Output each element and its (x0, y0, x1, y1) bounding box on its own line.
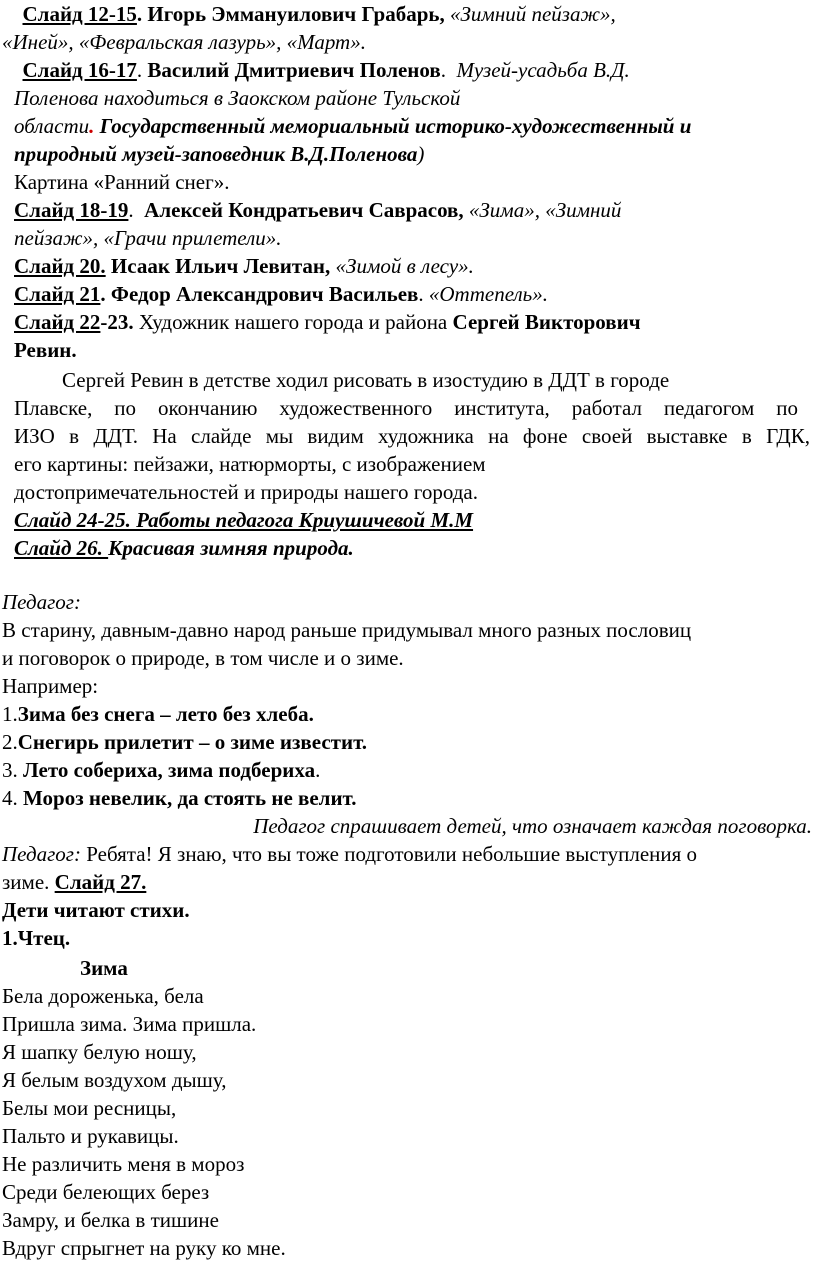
revin-paragraph-line: Плавске, по окончанию художественного института, работал педагогом по (14, 396, 798, 420)
slide-20-line: Слайд 20. Исаак Ильич Левитан, «Зимой в лесу». (14, 254, 474, 278)
pedagog-label: Педагог: (2, 590, 81, 614)
slide-21-number: Слайд 21 (14, 282, 101, 306)
proverb-item: 4. Мороз невелик, да стоять не велит. (2, 786, 357, 810)
slide-16-number: Слайд 16-17 (22, 58, 137, 82)
pedagog-label: Педагог: (2, 842, 81, 866)
revin-paragraph-line: Сергей Ревин в детстве ходил рисовать в изостудию в ДДТ в городе (62, 368, 670, 392)
poem-title: Зима (80, 956, 128, 980)
reader-label: 1.Чтец. (2, 926, 71, 950)
slide-16-museum-line3: области. Государственный мемориальный историко-художественный и (14, 114, 692, 138)
slide-16-artist: Василий Дмитриевич Поленов (147, 58, 441, 82)
revin-paragraph-line: достопримечательностей и природы нашего города. (14, 480, 478, 504)
slide-16-painting: Картина «Ранний снег». (14, 170, 230, 194)
slide-22-number: Слайд 22 (14, 310, 101, 334)
poem-line: Белы мои ресницы, (2, 1096, 177, 1120)
slide-18-works-cont: пейзаж», «Грачи прилетели». (14, 226, 282, 250)
slide-18-number: Слайд 18-19 (14, 198, 129, 222)
slide-18-artist: Алексей Кондратьевич Саврасов, (144, 198, 464, 222)
slide-22-artist: Сергей Викторович (452, 310, 641, 334)
pedagog-line-2-cont: зиме. Слайд 27. (2, 870, 147, 894)
slide-12-artist: Игорь Эммануилович Грабарь, (147, 2, 445, 26)
slide-20-artist: Исаак Ильич Левитан, (110, 254, 331, 278)
slide-12-works: «Зимний пейзаж», (450, 2, 616, 26)
slide-16-museum-cont: Поленова находиться в Заокском районе Тульской (14, 86, 461, 110)
slide-24-line: Слайд 24-25. Работы педагога Криушичевой М.М (14, 508, 474, 532)
slide-18-line: Слайд 18-19. Алексей Кондратьевич Саврасов, «Зима», «Зимний (14, 198, 622, 222)
slide-21-line: Слайд 21. Федор Александрович Васильев. «Оттепель». (14, 282, 548, 306)
poem-line: Замру, и белка в тишине (2, 1208, 219, 1232)
slide-12-line: Слайд 12-15. Игорь Эммануилович Грабарь, «Зимний пейзаж», (22, 2, 616, 26)
slide-12-works-cont: «Иней», «Февральская лазурь», «Март». (2, 30, 366, 54)
poem-line: Пальто и рукавицы. (2, 1124, 179, 1148)
poem-line: Я белым воздухом дышу, (2, 1068, 227, 1092)
poem-line: Вдруг спрыгнет на руку ко мне. (2, 1236, 286, 1260)
pedagog-text: и поговорок о природе, в том числе и о зиме. (2, 646, 404, 670)
proverb-item: 2.Снегирь прилетит – о зиме известит. (2, 730, 368, 754)
revin-paragraph-line: его картины: пейзажи, натюрморты, с изображением (14, 452, 486, 476)
slide-16-museum-line4: природный музей-заповедник В.Д.Поленова) (14, 142, 425, 166)
poem-line: Пришла зима. Зима пришла. (2, 1012, 257, 1036)
poem-line: Среди белеющих берез (2, 1180, 210, 1204)
slide-26-line: Слайд 26. Красивая зимняя природа. (14, 536, 354, 560)
poem-line: Не различить меня в мороз (2, 1152, 245, 1176)
poem-line: Бела дороженька, бела (2, 984, 204, 1008)
museum-name: Государственный мемориальный историко-художественный и (99, 114, 692, 138)
slide-16-museum: Музей-усадьба В.Д. (456, 58, 630, 82)
slide-21-artist: Федор Александрович Васильев (110, 282, 419, 306)
revin-paragraph-line: ИЗО в ДДТ. На слайде мы видим художника на фоне своей выставке в ГДК, (14, 424, 810, 448)
example-label: Например: (2, 674, 99, 698)
proverb-item: 3. Лето собериха, зима подбериха. (2, 758, 321, 782)
slide-22-line: Слайд 22-23. Художник нашего города и района Сергей Викторович (14, 310, 641, 334)
pedagog-text: В старину, давным-давно народ раньше придумывал много разных пословиц (2, 618, 692, 642)
proverb-item: 1.Зима без снега – лето без хлеба. (2, 702, 314, 726)
pedagog-line-2: Педагог: Ребята! Я знаю, что вы тоже подготовили небольшие выступления о (2, 842, 698, 866)
slide-27-number: Слайд 27. (54, 870, 147, 894)
slide-20-number: Слайд 20. (14, 254, 106, 278)
slide-12-number: Слайд 12-15 (22, 2, 137, 26)
poem-line: Я шапку белую ношу, (2, 1040, 197, 1064)
slide-26-number: Слайд 26. (14, 536, 109, 560)
slide-22-artist-cont: Ревин. (14, 338, 77, 362)
slide-16-line: Слайд 16-17. Василий Дмитриевич Поленов. Музей-усадьба В.Д. (22, 58, 630, 82)
kids-read-heading: Дети читают стихи. (2, 898, 190, 922)
teacher-note: Педагог спрашивает детей, что означает каждая поговорка. (253, 814, 812, 838)
